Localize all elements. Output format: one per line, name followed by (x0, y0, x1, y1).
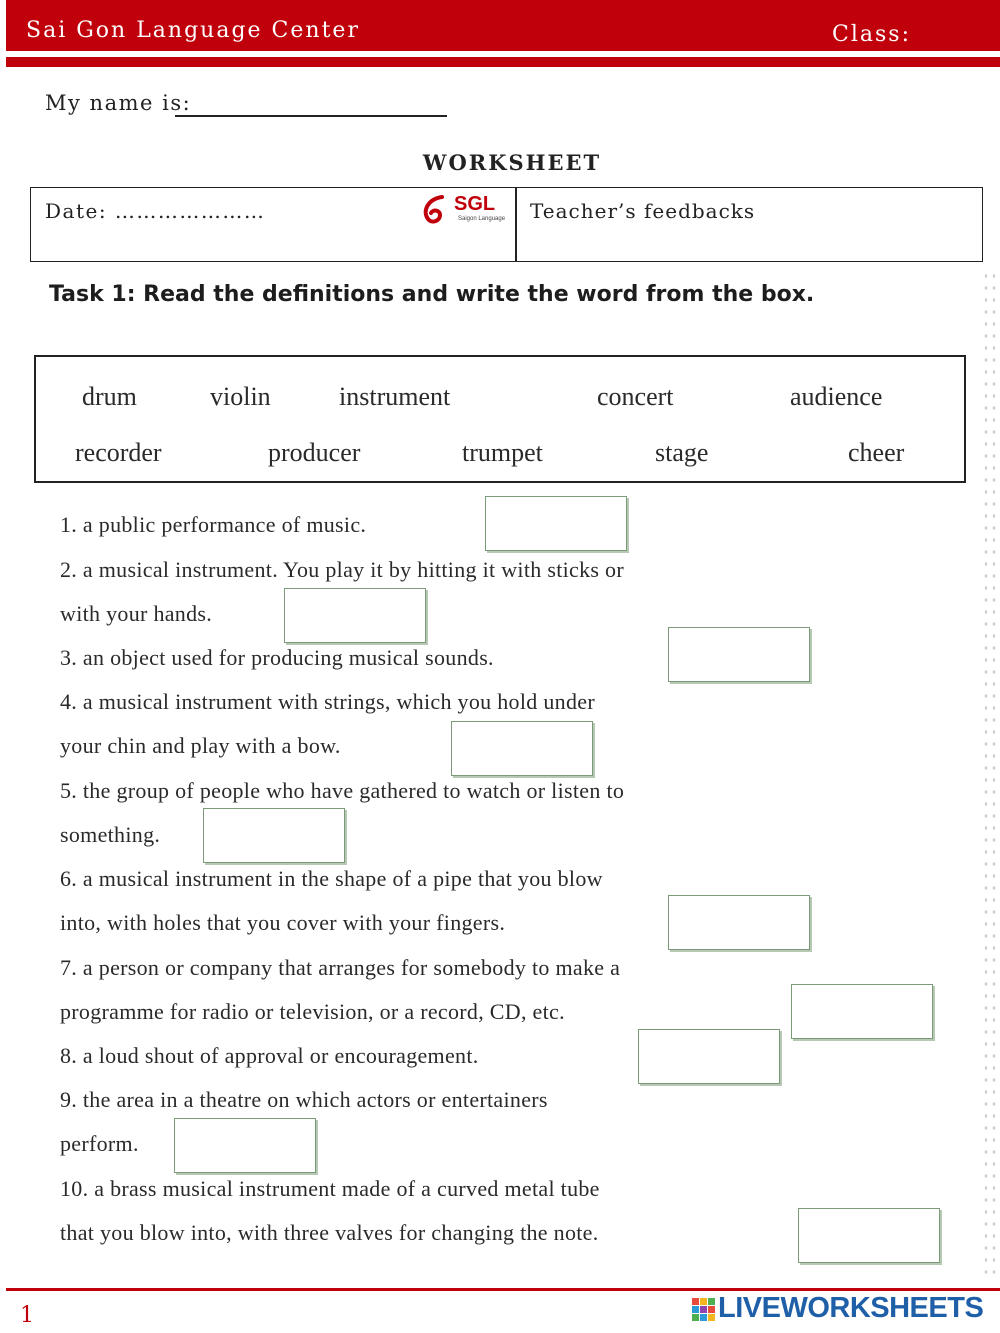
answer-input-10[interactable] (798, 1208, 940, 1263)
liveworksheets-logo-icon (692, 1298, 716, 1322)
answer-input-9[interactable] (174, 1118, 316, 1173)
word-bank-item: stage (655, 438, 709, 467)
definition-line: 2. a musical instrument. You play it by hitting it with sticks or (60, 557, 624, 582)
definition-line: perform. (60, 1131, 139, 1156)
definition-line: 1. a public performance of music. (60, 512, 367, 537)
word-bank-item: instrument (339, 382, 451, 411)
definition-line: 5. the group of people who have gathered to watch or listen to (60, 778, 625, 803)
name-blank-line (175, 115, 447, 118)
word-bank-item: producer (268, 438, 361, 467)
answer-input-5[interactable] (203, 808, 345, 863)
word-bank-item: concert (597, 382, 674, 411)
logo-text: SGL (454, 193, 496, 215)
name-label: My name is: (45, 91, 192, 115)
header-stripe (6, 57, 1000, 67)
answer-input-1[interactable] (485, 496, 627, 551)
definition-line: programme for radio or television, or a record, CD, etc. (60, 999, 565, 1024)
definition-line: 10. a brass musical instrument made of a curved metal tube (60, 1176, 600, 1201)
answer-input-4[interactable] (451, 721, 593, 776)
answer-input-6[interactable] (668, 895, 810, 950)
teacher-feedback-label: Teacher’s feedbacks (530, 199, 756, 223)
answer-input-3[interactable] (668, 627, 810, 682)
page-number: 1 (20, 1303, 34, 1328)
definition-line: into, with holes that you cover with your fingers. (60, 910, 506, 935)
date-label: Date: ………………… (45, 199, 266, 223)
definition-line: 4. a musical instrument with strings, which you hold under (60, 689, 595, 714)
dotted-margin-decoration (982, 270, 996, 1280)
definition-line: that you blow into, with three valves for changing the note. (60, 1220, 599, 1245)
answer-input-8[interactable] (638, 1029, 780, 1084)
liveworksheets-brand[interactable]: LIVEWORKSHEETS (718, 1292, 984, 1324)
definition-line: 3. an object used for producing musical sounds. (60, 645, 494, 670)
definition-line: 6. a musical instrument in the shape of a pipe that you blow (60, 866, 603, 891)
sgl-logo (420, 193, 517, 229)
word-bank-item: cheer (848, 438, 905, 467)
class-label: Class: (832, 22, 911, 47)
definition-line: with your hands. (60, 601, 213, 626)
definition-line: 9. the area in a theatre on which actors or entertainers (60, 1087, 548, 1112)
footer-line (6, 1288, 1000, 1291)
word-bank-item: recorder (75, 438, 162, 467)
task-1-title: Task 1: Read the definitions and write the word from the box. (49, 282, 815, 307)
center-name: Sai Gon Language Center (26, 18, 360, 43)
definition-line: 7. a person or company that arranges for somebody to make a (60, 955, 621, 980)
word-bank-item: drum (82, 382, 137, 411)
word-bank-item: violin (210, 382, 271, 411)
word-bank-item: audience (790, 382, 883, 411)
word-bank-item: trumpet (462, 438, 543, 467)
logo-subtext: Saigon Language (458, 216, 506, 222)
definition-line: something. (60, 822, 161, 847)
definition-line: your chin and play with a bow. (60, 733, 341, 758)
worksheet-title: WORKSHEET (422, 150, 602, 175)
definition-line: 8. a loud shout of approval or encouragement. (60, 1043, 479, 1068)
sgl-swirl-icon (420, 193, 454, 227)
answer-input-7[interactable] (791, 984, 933, 1039)
answer-input-2[interactable] (284, 588, 426, 643)
